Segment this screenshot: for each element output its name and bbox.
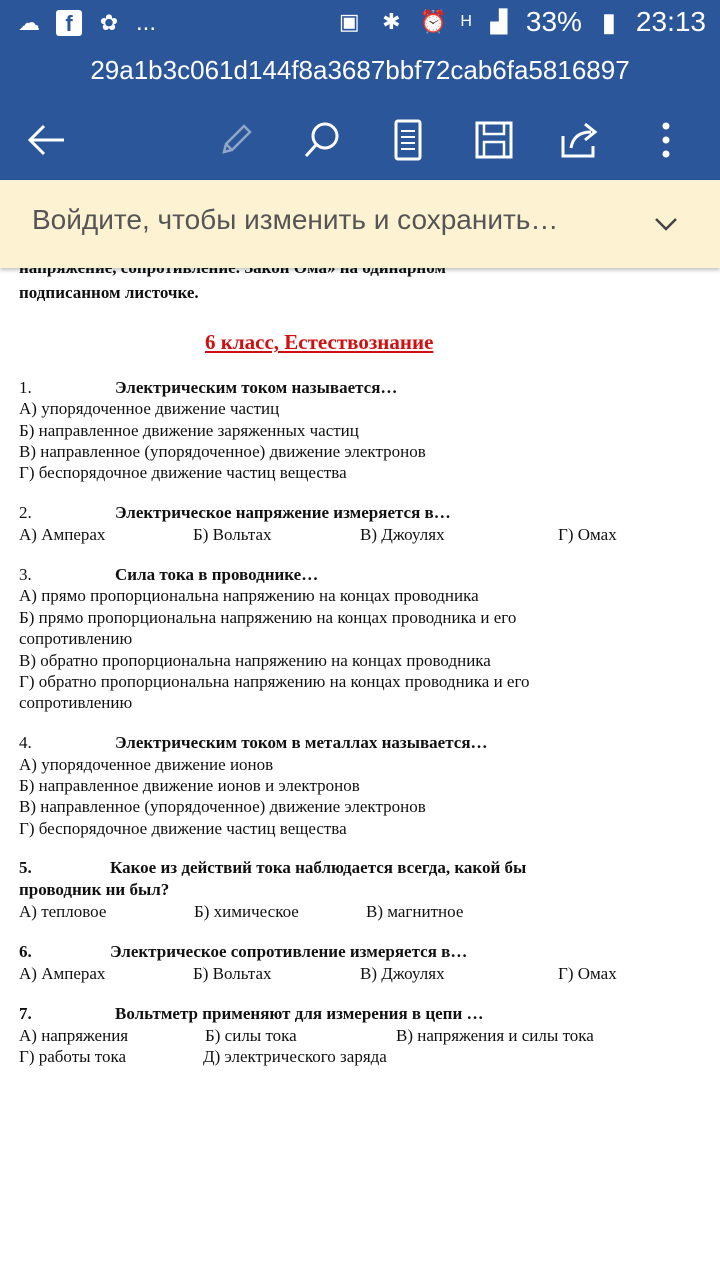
mobile-view-icon: [393, 119, 423, 161]
question-number: 5.: [19, 858, 32, 877]
more-vertical-icon: [660, 120, 672, 160]
answer-option: А) упорядоченное движение частиц: [19, 399, 280, 418]
answer-option: Г) Омах: [558, 964, 617, 983]
answer-option: В) Джоулях: [360, 964, 445, 983]
search-button[interactable]: [294, 112, 350, 168]
answer-option: Б) Вольтах: [193, 525, 272, 544]
question-title: Электрическим током в металлах называется…: [115, 733, 488, 752]
back-arrow-icon: [24, 122, 68, 158]
question-title: Сила тока в проводнике…: [115, 565, 319, 584]
answer-option: В) напряжения и силы тока: [396, 1026, 594, 1045]
toolbar: [0, 98, 720, 180]
save-icon: [474, 120, 514, 160]
answer-option: Г) беспорядочное движение частиц вещества: [19, 463, 347, 482]
question-number: 6.: [19, 942, 32, 961]
question-title: Какое из действий тока наблюдается всегда, какой бы: [110, 858, 527, 877]
back-button[interactable]: [18, 112, 74, 168]
status-bar: [0, 0, 720, 48]
answer-option: Б) Вольтах: [193, 964, 272, 983]
answer-option: Г) работы тока: [19, 1047, 127, 1066]
battery-saver-icon: ▣: [338, 9, 360, 34]
chevron-down-icon[interactable]: [648, 206, 684, 242]
answer-option: А) упорядоченное движение ионов: [19, 755, 274, 774]
answer-option: Г) беспорядочное движение частиц вещества: [19, 819, 347, 838]
more-notifications: ...: [136, 9, 157, 36]
network-type: H: [460, 13, 472, 30]
answer-option: В) магнитное: [366, 902, 464, 921]
cloud-icon: ☁: [18, 10, 40, 35]
question-title: Электрическим током называется…: [115, 378, 398, 397]
facebook-icon: f: [56, 10, 82, 36]
uc-browser-icon: ✿: [99, 10, 119, 35]
question-title: Вольтметр применяют для измерения в цепи …: [115, 1004, 484, 1023]
answer-option: Д) электрического заряда: [203, 1047, 387, 1066]
clock: 23:13: [635, 6, 706, 37]
answer-option: Г) обратно пропорциональна напряжению на концах проводника и его: [19, 672, 530, 691]
signal-icon: ▟: [490, 9, 508, 34]
question-title: Электрическое сопротивление измеряется в…: [110, 942, 468, 961]
edit-button[interactable]: [208, 112, 264, 168]
answer-option: Б) направленное движение ионов и электронов: [19, 776, 360, 795]
question-title-continued: проводник ни был?: [19, 880, 170, 899]
answer-option: А) прямо пропорциональна напряжению на концах проводника: [19, 586, 479, 605]
answer-option: Б) прямо пропорциональна напряжению на концах проводника и его: [19, 608, 517, 627]
question-title: Электрическое напряжение измеряется в…: [115, 503, 451, 522]
document-title: 29a1b3c061d144f8a3687bbf72cab6fa5816897: [0, 48, 720, 98]
pencil-icon: [216, 120, 256, 160]
question-number: 4.: [19, 733, 32, 752]
question-number: 1.: [19, 378, 32, 397]
answer-option: А) напряжения: [19, 1026, 129, 1045]
answer-option: Б) направленное движение заряженных частиц: [19, 421, 359, 440]
answer-option: А) Амперах: [19, 525, 106, 544]
section-heading: 6 класс, Естествознание: [205, 330, 434, 354]
save-button[interactable]: [466, 112, 522, 168]
question-number: 3.: [19, 565, 32, 584]
answer-option: В) направленное (упорядоченное) движение электронов: [19, 442, 426, 461]
answer-option-continued: сопротивлению: [19, 629, 133, 648]
answer-option: В) обратно пропорциональна напряжению на концах проводника: [19, 651, 491, 670]
question-number: 2.: [19, 503, 32, 522]
answer-option-continued: сопротивлению: [19, 693, 133, 712]
answer-option: А) Амперах: [19, 964, 106, 983]
answer-option: В) Джоулях: [360, 525, 445, 544]
more-options-button[interactable]: [638, 112, 694, 168]
mobile-view-button[interactable]: [380, 112, 436, 168]
document-body[interactable]: [0, 258, 720, 1280]
share-icon: [559, 120, 601, 160]
answer-option: Г) Омах: [558, 525, 617, 544]
share-button[interactable]: [552, 112, 608, 168]
search-icon: [301, 119, 343, 161]
alarm-icon: ⏰: [419, 9, 448, 34]
intro-line: подписанном листочке.: [19, 283, 199, 302]
answer-option: Б) химическое: [194, 902, 299, 921]
answer-option: Б) силы тока: [205, 1026, 297, 1045]
battery-icon: ▮: [601, 7, 617, 37]
bluetooth-icon: ✱: [382, 9, 401, 34]
answer-option: В) направленное (упорядоченное) движение электронов: [19, 797, 426, 816]
battery-percent: 33%: [525, 6, 582, 37]
answer-option: А) тепловое: [19, 902, 107, 921]
banner-text[interactable]: Войдите, чтобы изменить и сохранить…: [32, 204, 559, 235]
sign-in-banner[interactable]: [0, 180, 720, 268]
question-number: 7.: [19, 1004, 32, 1023]
